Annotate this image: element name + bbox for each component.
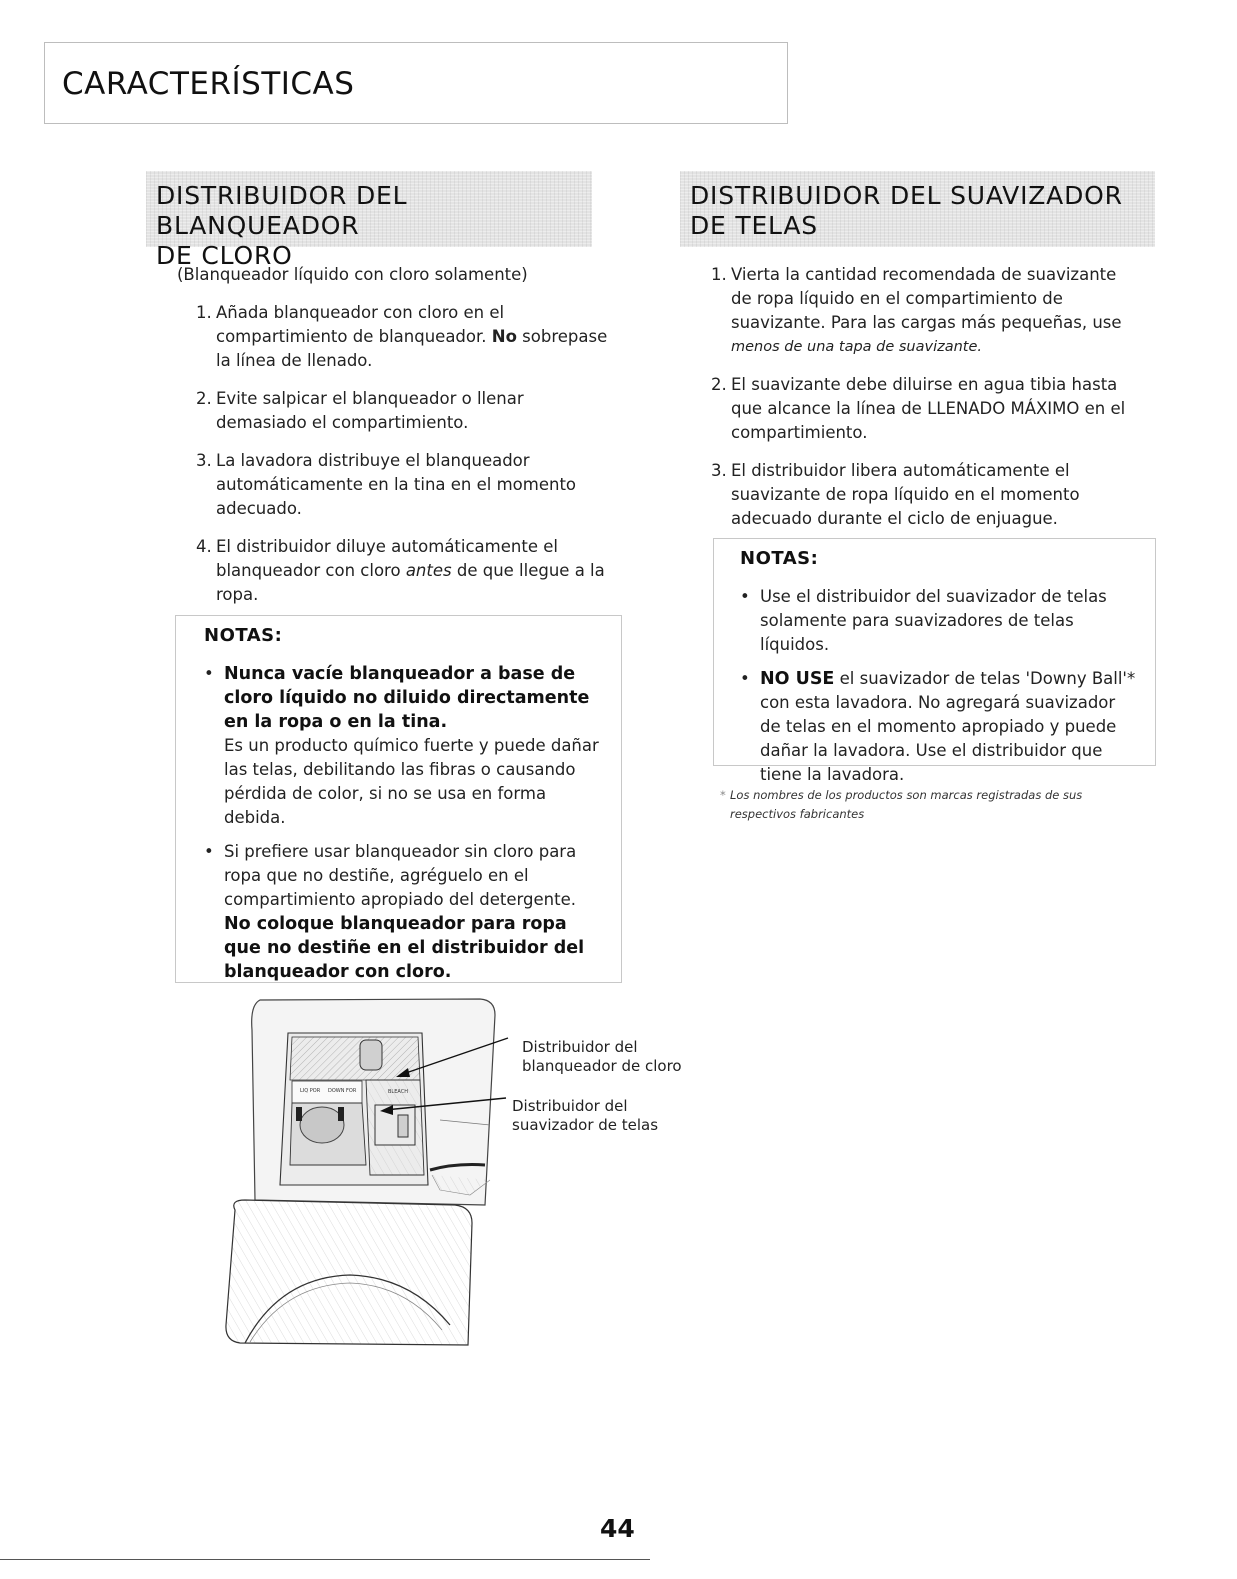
section-header-bleach-line2: DE CLORO xyxy=(156,241,293,270)
softener-note-item: • Use el distribuidor del suavizador de telas solamente para suavizadores de telas líquidos. xyxy=(740,587,1107,654)
bleach-notes-list xyxy=(204,662,607,984)
softener-step: 3. El distribuidor libera automáticamente el suavizante de ropa líquido en el momento adecuado durante el ciclo de enjuague. xyxy=(711,461,1080,528)
bleach-note-item: • Nunca vacíe blanqueador a base de cloro líquido no diluido directamente en la ropa o en la tina. Es un producto químico fuerte y puede dañar las telas, debilitando las fibras o causando pérdida de color, si no se usa en forma debida. xyxy=(204,664,599,827)
softener-notes-list xyxy=(740,585,1141,787)
section-header-softener-line2: DE TELAS xyxy=(690,211,818,240)
bleach-intro: (Blanqueador líquido con cloro solamente) xyxy=(177,265,528,284)
bleach-step: 4. El distribuidor diluye automáticamente el blanqueador con cloro antes de que llegue a la ropa. xyxy=(196,537,605,604)
bleach-steps xyxy=(196,301,617,607)
softener-column xyxy=(711,263,1136,545)
bleach-note-item: • Si prefiere usar blanqueador sin cloro para ropa que no destiñe, agréguelo en el compartimiento apropiado del detergente. No coloque blanqueador para ropa que no destiñe en el distribuidor del blanqueador con cloro. xyxy=(204,842,585,982)
softener-note-item: • NO USE el suavizador de telas 'Downy Ball'* con esta lavadora. No agregará suavizador de telas en el momento apropiado y puede dañar la lavadora. Use el distribuidor que tiene la lavadora. xyxy=(740,669,1136,784)
page-title: CARACTERÍSTICAS xyxy=(62,66,355,102)
bleach-step: 3. La lavadora distribuye el blanqueador automáticamente en la tina en el momento adecuado. xyxy=(196,451,577,518)
page-number: 44 xyxy=(600,1514,635,1543)
callout-softener-dispenser: Distribuidor del suavizador de telas xyxy=(512,1097,659,1134)
bullet-icon: • xyxy=(204,664,214,683)
softener-notes-heading: NOTAS: xyxy=(740,548,819,569)
bleach-step: 2. Evite salpicar el blanqueador o llenar demasiado el compartimiento. xyxy=(196,389,524,432)
bleach-step: 1. Añada blanqueador con cloro en el compartimiento de blanqueador. No sobrepase la línea de llenado. xyxy=(196,303,608,370)
softener-step: 1. Vierta la cantidad recomendada de suavizante de ropa líquido en el compartimiento de suavizante. Para las cargas más pequeñas, use menos de una tapa de suavizante. xyxy=(711,265,1122,355)
panel-label-down: DOWN FOR xyxy=(328,1088,357,1094)
section-header-softener-line1: DISTRIBUIDOR DEL SUAVIZADOR xyxy=(690,181,1123,210)
bullet-icon: • xyxy=(740,587,750,606)
bottom-rule xyxy=(0,1559,650,1560)
dispenser-drawer-illustration xyxy=(210,985,510,1355)
softener-step: 2. El suavizante debe diluirse en agua tibia hasta que alcance la línea de LLENADO MÁXIMO en el compartimiento. xyxy=(711,375,1126,442)
panel-label-liq: LIQ POR xyxy=(300,1088,321,1094)
bleach-notes-box xyxy=(175,615,622,983)
bleach-column xyxy=(177,263,617,621)
section-header-bleach xyxy=(146,171,592,270)
section-header-softener xyxy=(680,171,1155,247)
softener-steps xyxy=(711,263,1136,531)
callout-bleach-dispenser: Distribuidor del blanqueador de cloro xyxy=(522,1038,682,1075)
bullet-icon: • xyxy=(740,669,750,688)
bleach-notes-heading: NOTAS: xyxy=(204,625,283,646)
bullet-icon: • xyxy=(204,842,214,861)
section-header-bleach-line1: DISTRIBUIDOR DEL BLANQUEADOR xyxy=(156,181,408,240)
trademark-footnote: * Los nombres de los productos son marcas registradas de sus respectivos fabricantes xyxy=(720,788,1083,821)
softener-notes-box xyxy=(713,538,1156,784)
